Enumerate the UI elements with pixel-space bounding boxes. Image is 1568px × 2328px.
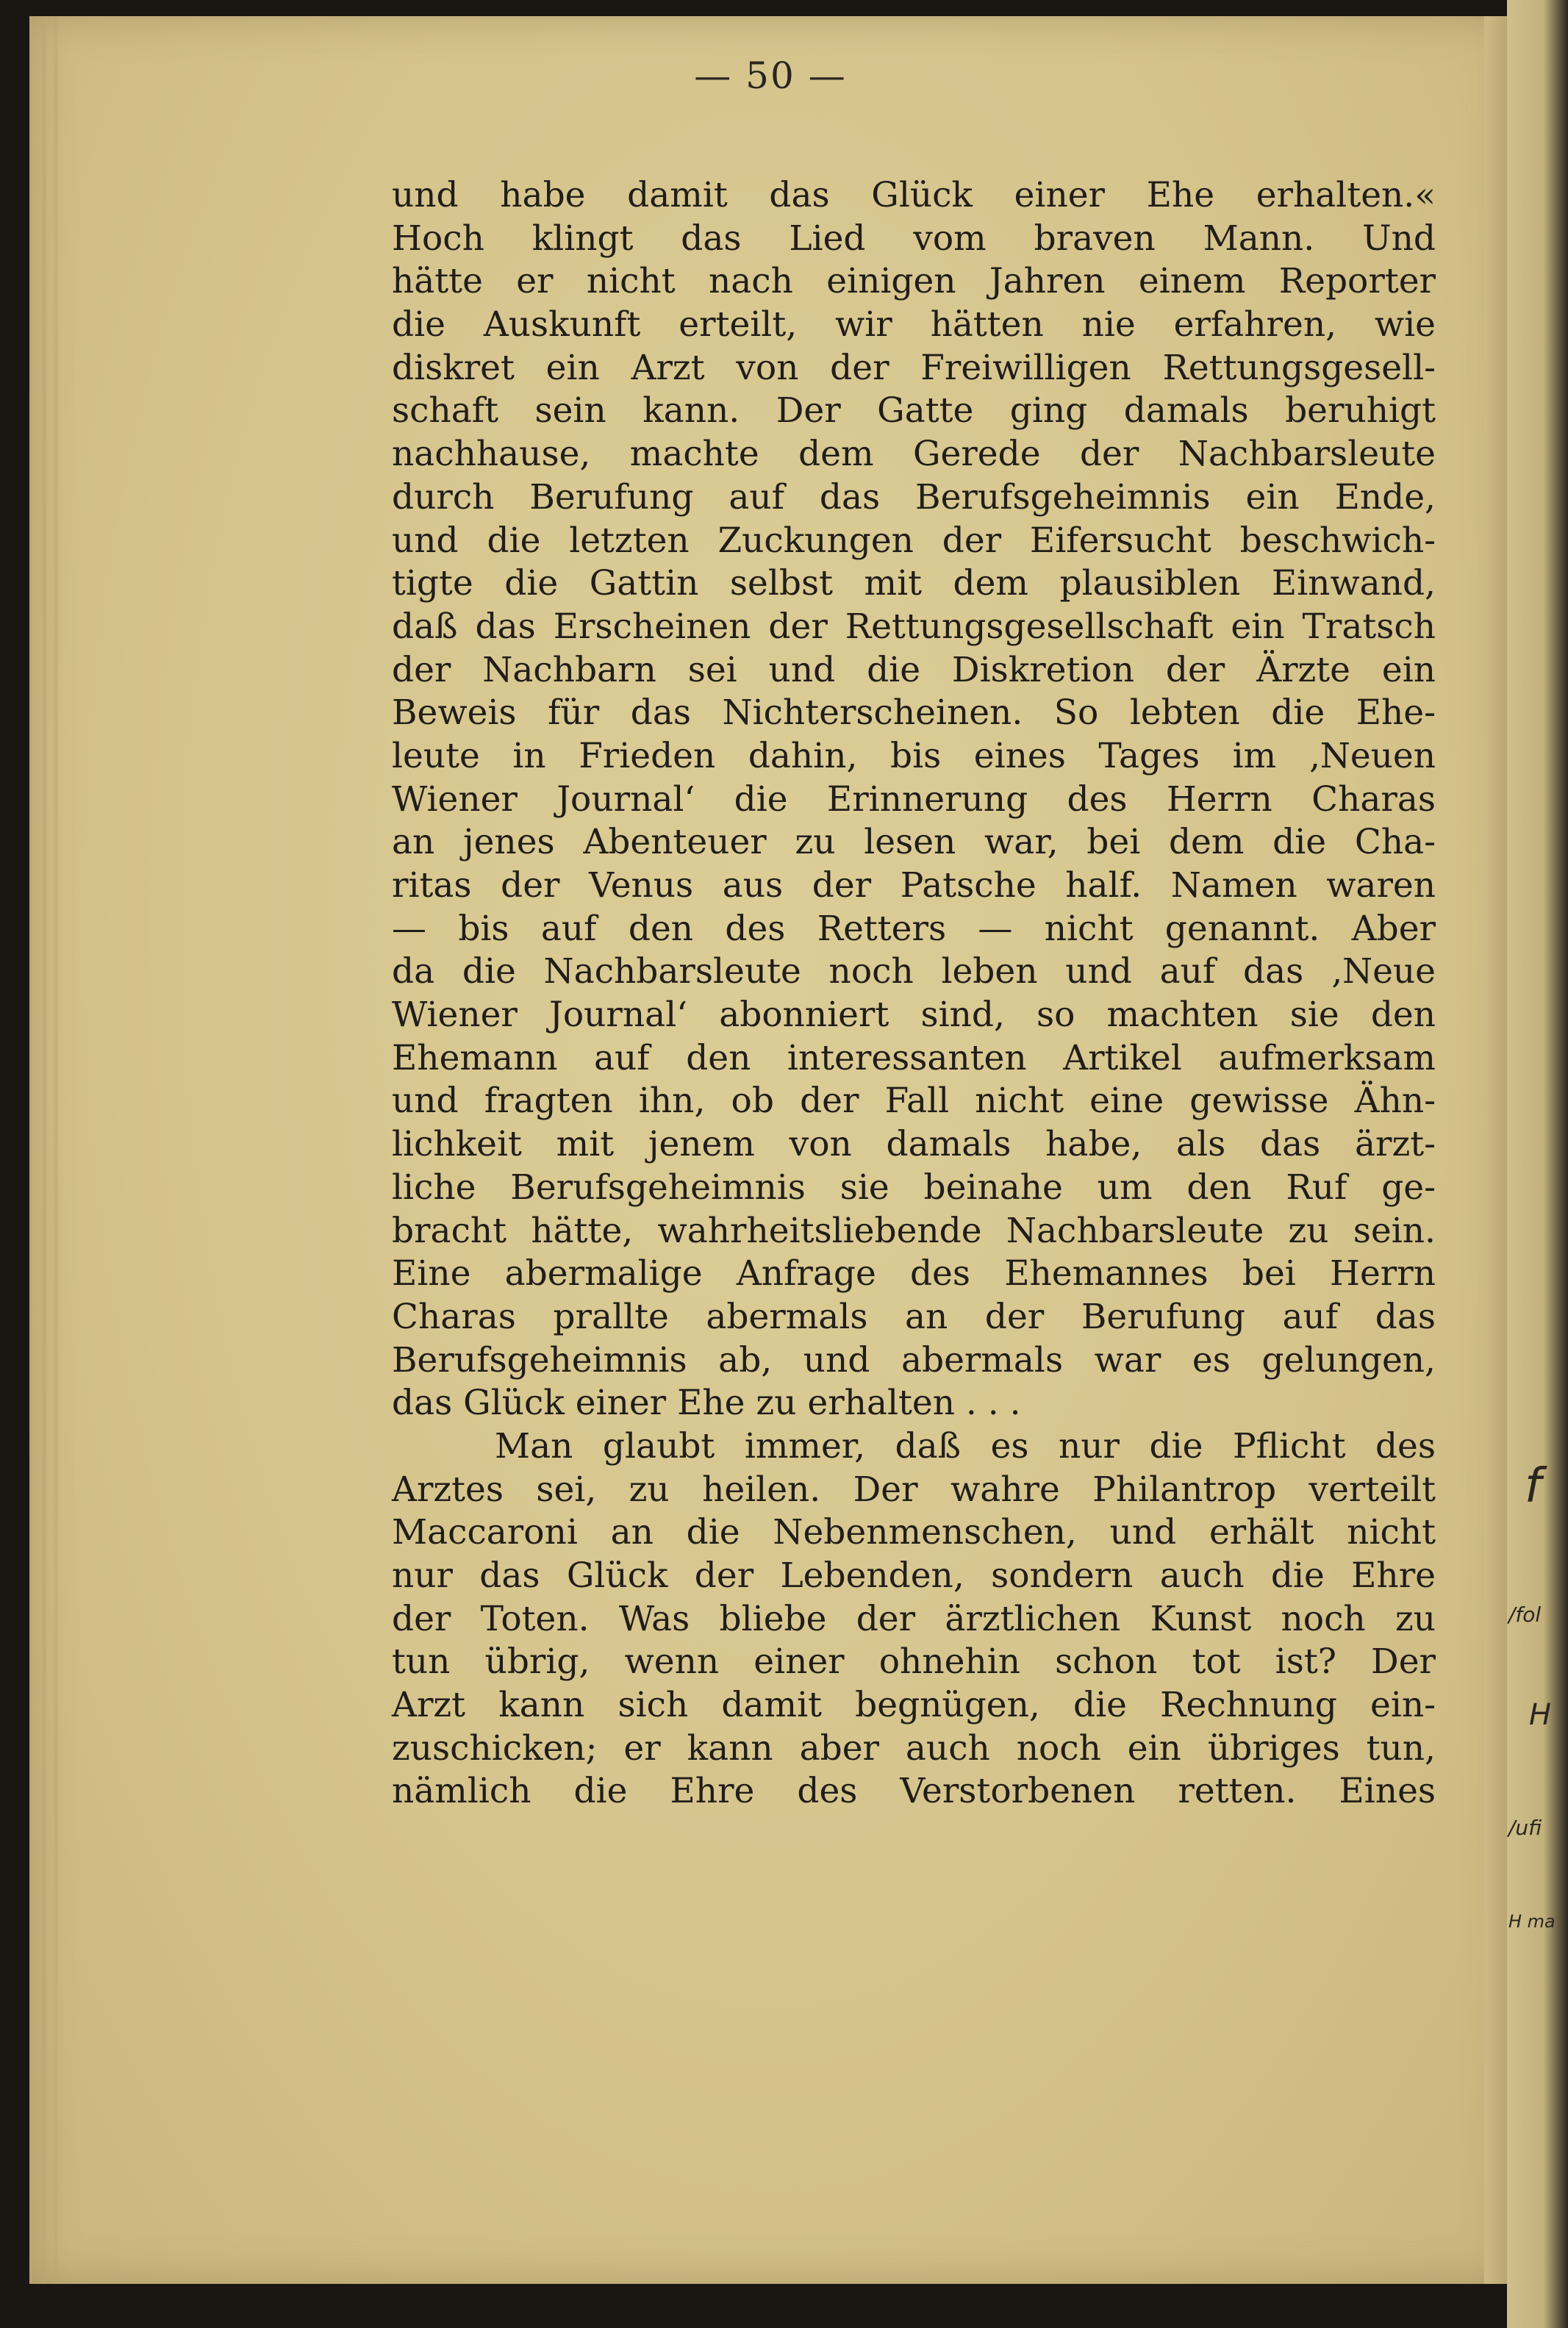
page-edge-left-inner — [54, 16, 58, 2284]
page-edge-left — [42, 16, 46, 2284]
handwritten-note: /fol — [1508, 1602, 1542, 1627]
text-line: liche Berufsgeheimnis sie beinahe um den Ruf ge- — [392, 1167, 1436, 1208]
text-line: die Auskunft erteilt, wir hätten nie erfahren, wie — [392, 304, 1436, 345]
text-line: und die letzten Zuckungen der Eifersucht beschwich- — [392, 520, 1436, 561]
body-text — [392, 174, 1436, 1813]
text-line: Beweis für das Nichterscheinen. So lebten die Ehe- — [392, 692, 1436, 734]
text-line: tigte die Gattin selbst mit dem plausiblen Einwand, — [392, 563, 1436, 604]
text-line: Man glaubt immer, daß es nur die Pflicht des — [495, 1425, 1436, 1466]
text-line: nachhause, machte dem Gerede der Nachbarsleute — [392, 434, 1436, 475]
text-line: Hoch klingt das Lied vom braven Mann. Und — [392, 218, 1436, 259]
text-line: Berufsgeheimnis ab, und abermals war es gelungen, — [392, 1339, 1436, 1380]
text-line: tun übrig, wenn einer ohnehin schon tot ist? Der — [392, 1641, 1436, 1683]
page-edge-right — [1484, 16, 1509, 2284]
text-line: durch Berufung auf das Berufsgeheimnis ein Ende, — [392, 476, 1436, 517]
text-line: der Toten. Was bliebe der ärztlichen Kunst noch zu — [392, 1598, 1436, 1639]
handwritten-note: f — [1525, 1459, 1542, 1514]
handwritten-note: H ma — [1508, 1911, 1556, 1932]
text-line: hätte er nicht nach einigen Jahren einem Reporter — [392, 261, 1436, 302]
text-line: Charas prallte abermals an der Berufung auf das — [392, 1296, 1436, 1337]
text-line: das Glück einer Ehe zu erhalten . . . — [392, 1383, 1021, 1424]
text-line: — bis auf den des Retters — nicht genannt. Aber — [392, 908, 1436, 949]
text-line: Ehemann auf den interessanten Artikel aufmerksam — [392, 1037, 1436, 1078]
text-line: Arztes sei, zu heilen. Der wahre Philantrop verteilt — [392, 1469, 1436, 1510]
handwritten-note: H — [1529, 1698, 1552, 1732]
text-line: Wiener Journal‘ abonniert sind, so machten sie den — [392, 995, 1436, 1036]
page-number: — 50 — — [694, 54, 847, 97]
text-line: schaft sein kann. Der Gatte ging damals beruhigt — [392, 390, 1436, 431]
text-line: lichkeit mit jenem von damals habe, als das ärzt- — [392, 1124, 1436, 1165]
text-line: bracht hätte, wahrheitsliebende Nachbarsleute zu sein. — [392, 1210, 1436, 1251]
text-line: an jenes Abenteuer zu lesen war, bei dem die Cha- — [392, 822, 1436, 863]
text-line: daß das Erscheinen der Rettungsgesellschaft ein Tratsch — [392, 606, 1436, 647]
text-line: ritas der Venus aus der Patsche half. Namen waren — [392, 865, 1436, 906]
text-line: Arzt kann sich damit begnügen, die Rechnung ein- — [392, 1685, 1436, 1726]
book-page — [29, 16, 1509, 2284]
text-line: der Nachbarn sei und die Diskretion der Ärzte ein — [392, 649, 1436, 690]
text-line: und habe damit das Glück einer Ehe erhalten.« — [392, 175, 1436, 215]
text-line: nämlich die Ehre des Verstorbenen retten. Eines — [392, 1771, 1436, 1812]
text-line: nur das Glück der Lebenden, sondern auch die Ehre — [392, 1555, 1436, 1596]
handwritten-note: /ufi — [1508, 1816, 1542, 1840]
text-line: Eine abermalige Anfrage des Ehemannes bei Herrn — [392, 1253, 1436, 1294]
text-line: da die Nachbarsleute noch leben und auf das ‚Neue — [392, 951, 1436, 992]
adjacent-page-edge — [1507, 0, 1568, 2328]
text-line: Wiener Journal‘ die Erinnerung des Herrn Charas — [392, 778, 1436, 820]
text-line: und fragten ihn, ob der Fall nicht eine gewisse Ähn- — [392, 1081, 1436, 1122]
text-line: diskret ein Arzt von der Freiwilligen Rettungsgesell- — [392, 347, 1436, 388]
text-line: leute in Frieden dahin, bis eines Tages im ‚Neuen — [392, 735, 1436, 776]
text-line: zuschicken; er kann aber auch noch ein übriges tun, — [392, 1727, 1436, 1769]
text-line: Maccaroni an die Nebenmenschen, und erhält nicht — [392, 1512, 1436, 1553]
